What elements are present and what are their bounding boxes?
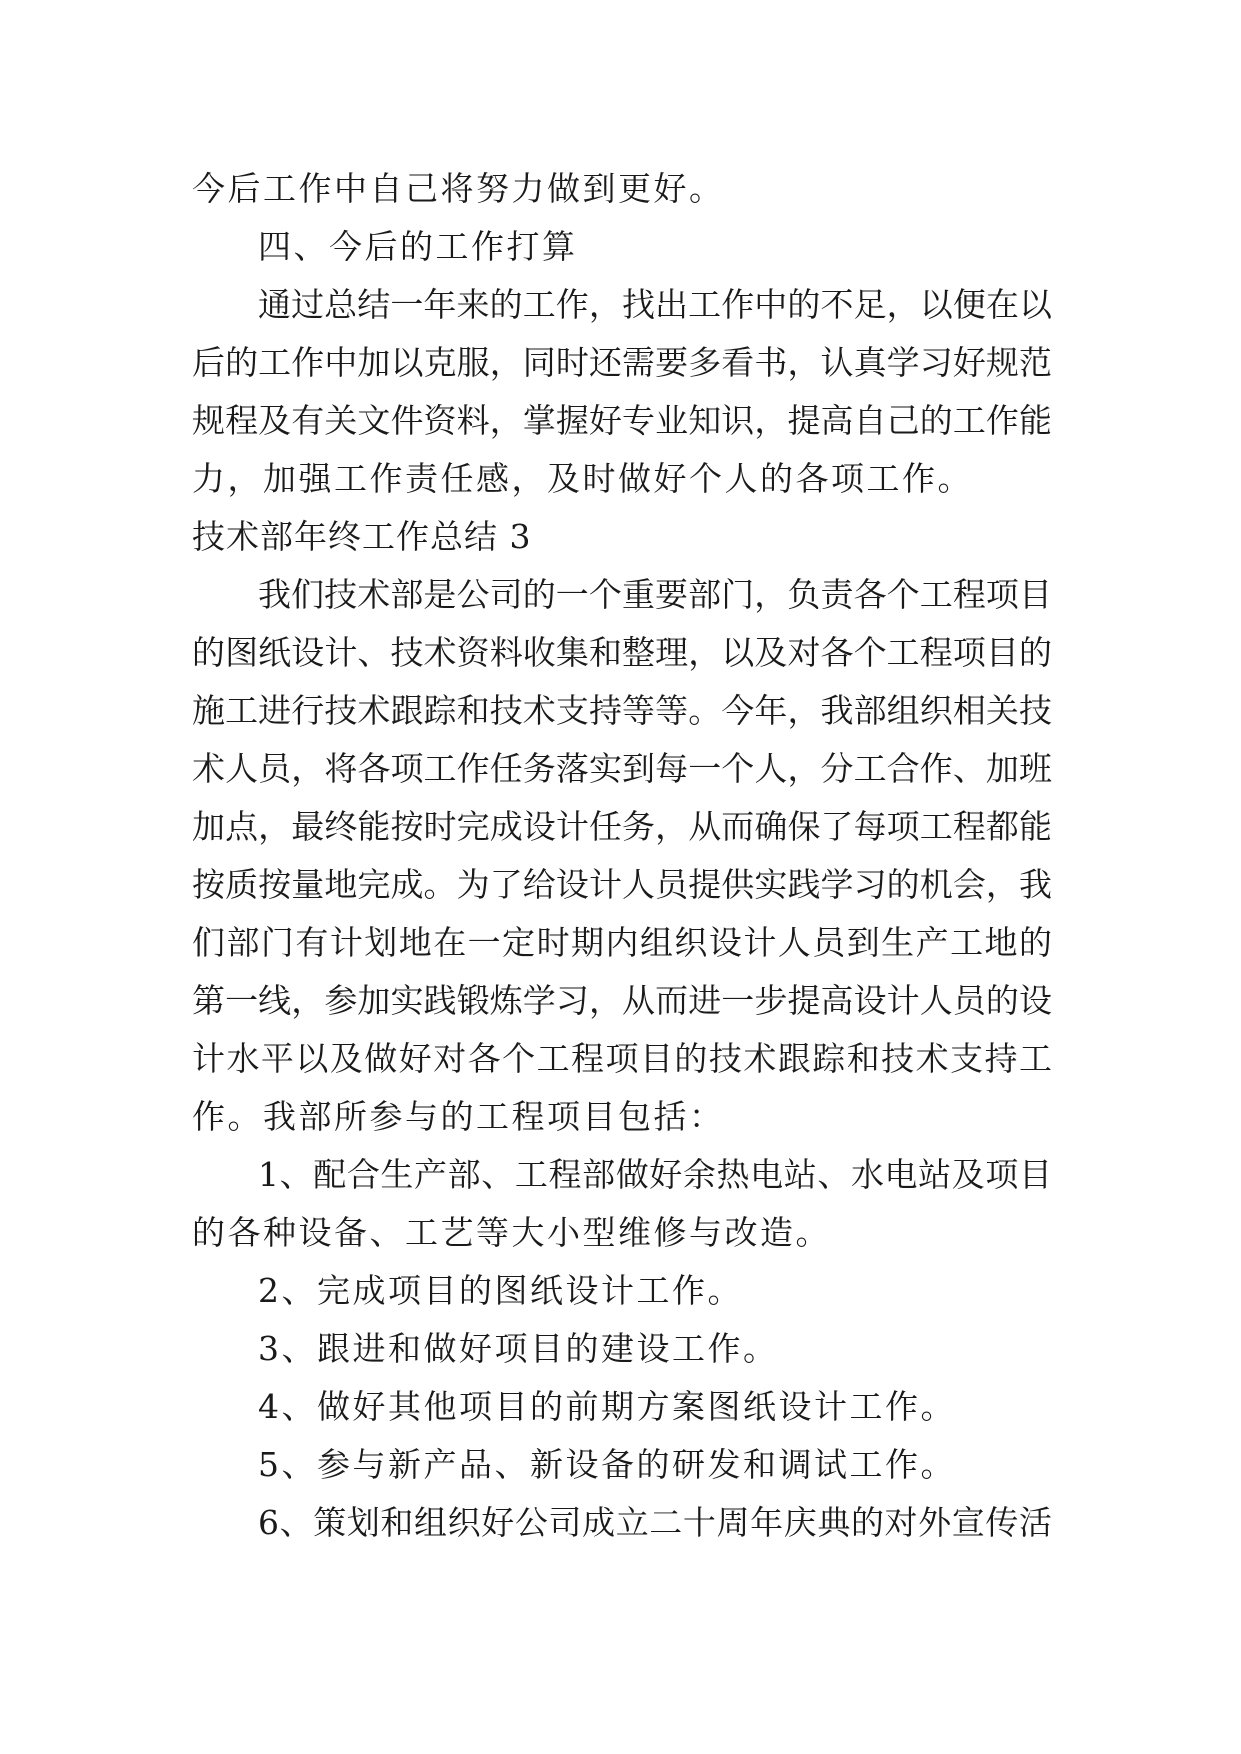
text-line: 第一线，参加实践锻炼学习，从而进一步提高设计人员的设 (192, 981, 1052, 1020)
document-page (192, 160, 1052, 1552)
text-line: 的图纸设计、技术资料收集和整理，以及对各个工程项目的 (192, 633, 1052, 672)
text-line: 通过总结一年来的工作，找出工作中的不足，以便在以 (258, 285, 1052, 324)
text-line: 施工进行技术跟踪和技术支持等等。今年，我部组织相关技 (192, 691, 1052, 730)
list-item: 5、参与新产品、新设备的研发和调试工作。 (258, 1445, 956, 1484)
text-line: 今后工作中自己将努力做到更好。 (192, 169, 725, 208)
document-title: 技术部年终工作总结 3 (192, 517, 532, 556)
list-item: 4、做好其他项目的前期方案图纸设计工作。 (258, 1387, 956, 1426)
text-line: 作。我部所参与的工程项目包括： (192, 1097, 725, 1136)
list-item: 2、完成项目的图纸设计工作。 (258, 1271, 743, 1310)
text-line: 规程及有关文件资料，掌握好专业知识，提高自己的工作能 (192, 401, 1052, 440)
text-line: 加点，最终能按时完成设计任务，从而确保了每项工程都能 (192, 807, 1052, 846)
text-line: 后的工作中加以克服，同时还需要多看书，认真学习好规范 (192, 343, 1052, 382)
text-line: 力，加强工作责任感，及时做好个人的各项工作。 (192, 459, 973, 498)
section-heading: 四、今后的工作打算 (258, 227, 578, 266)
list-item: 3、跟进和做好项目的建设工作。 (258, 1329, 779, 1368)
text-line: 术人员，将各项工作任务落实到每一个人，分工合作、加班 (192, 749, 1052, 788)
text-line: 计水平以及做好对各个工程项目的技术跟踪和技术支持工 (192, 1039, 1052, 1078)
text-line: 们部门有计划地在一定时期内组织设计人员到生产工地的 (192, 923, 1052, 962)
list-item: 1、配合生产部、工程部做好余热电站、水电站及项目 (258, 1155, 1052, 1194)
text-line: 按质按量地完成。为了给设计人员提供实践学习的机会，我 (192, 865, 1052, 904)
list-item: 6、策划和组织好公司成立二十周年庆典的对外宣传活 (258, 1503, 1052, 1542)
text-line: 我们技术部是公司的一个重要部门，负责各个工程项目 (258, 575, 1052, 614)
list-item-continuation: 的各种设备、工艺等大小型维修与改造。 (192, 1213, 831, 1252)
